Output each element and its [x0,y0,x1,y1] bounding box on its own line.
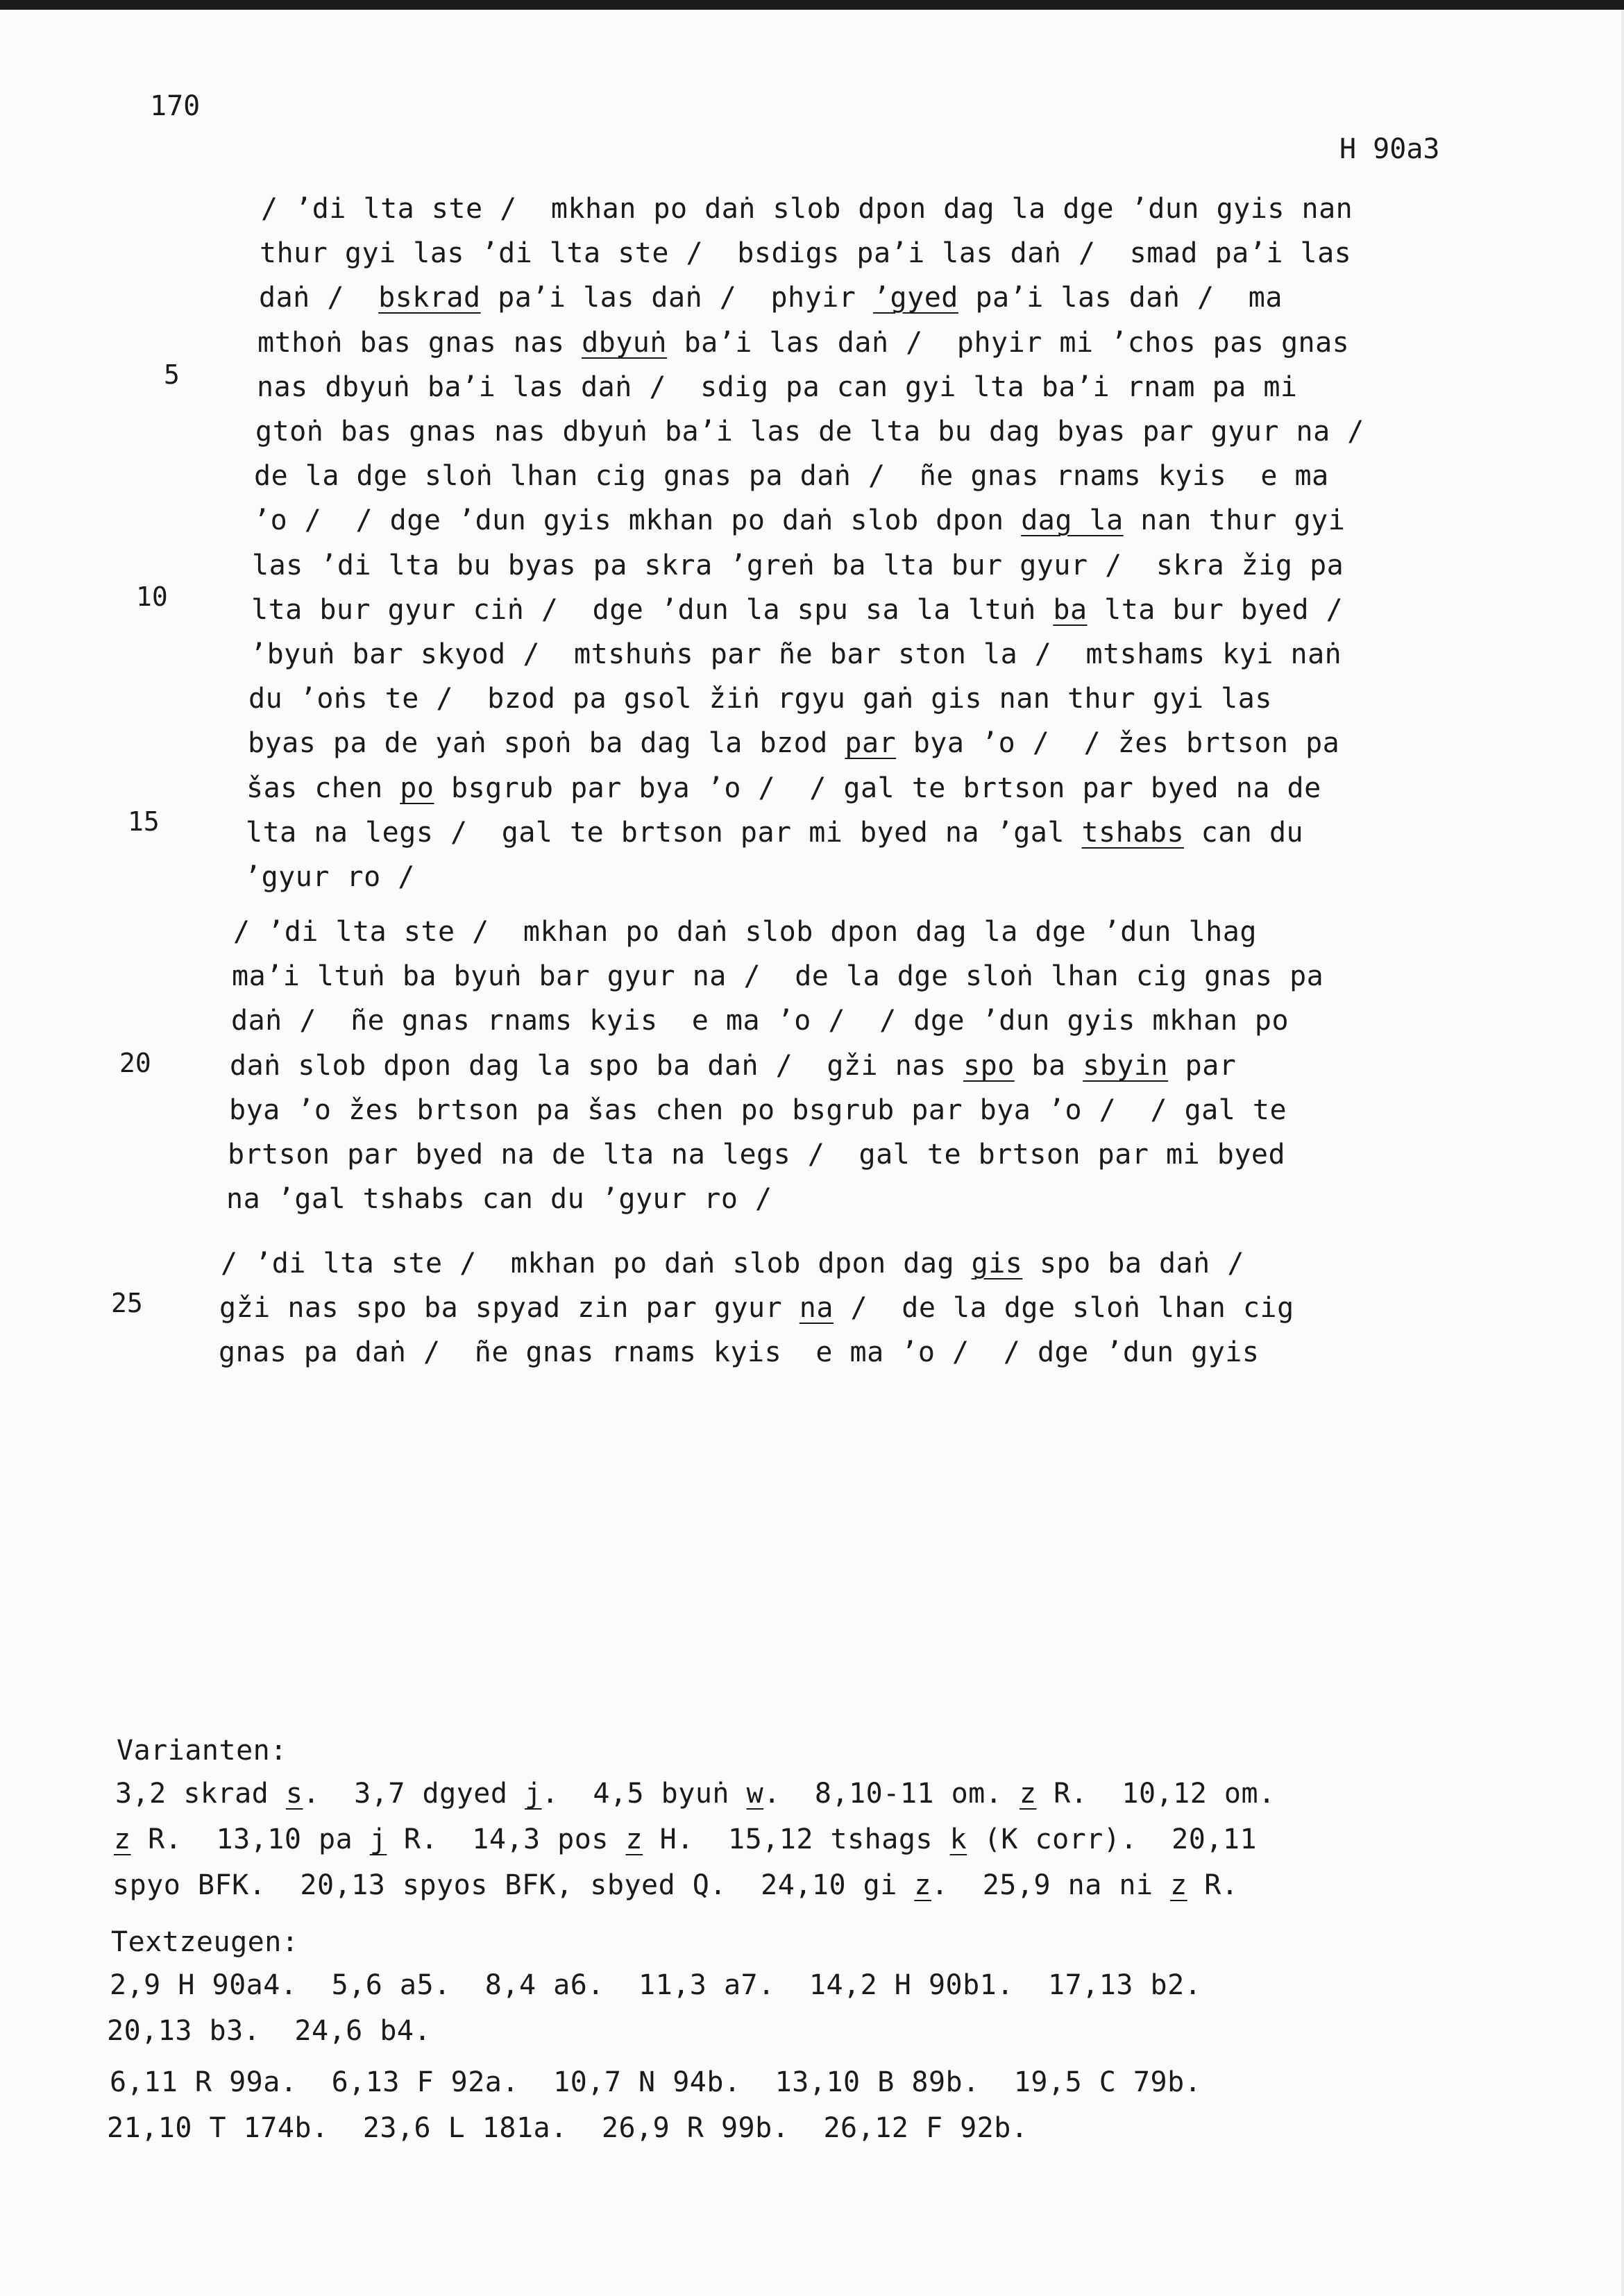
text-segment: pa’i las daṅ / phyir [480,282,873,314]
text-line [219,1336,1260,1368]
text-segment: 2,9 H 90a4. 5,6 a5. 8,4 a6. 11,3 a7. 14,2 H 90b1. 17,13 b2. [110,1969,1202,2001]
text-segment: gtoṅ bas gnas nas dbyuṅ ba’i las de lta bu dag byas par gyur na / [255,416,1364,448]
text-segment: ba [1014,1050,1083,1082]
text-segment: daṅ slob dpon dag la spo ba daṅ / gži nas [230,1050,964,1082]
witness-line [107,2112,1028,2144]
text-segment: ’byuṅ bar skyod / mtshuṅs par ñe bar ston la / mtshams kyi naṅ [250,638,1342,670]
underlined-word: spo [963,1050,1015,1082]
text-line [228,1139,1285,1171]
scan-right-edge [1621,10,1624,2296]
variant-line [114,1823,1257,1855]
line-number-25: 25 [111,1288,143,1318]
text-segment: / ’di lta ste / mkhan po daṅ slob dpon dag [221,1248,972,1279]
underlined-word: ba [1053,594,1088,626]
text-line [246,772,1321,804]
text-segment: nas dbyuṅ ba’i las daṅ / sdig pa can gyi lta ba’i rnam pa mi [257,371,1298,403]
text-segment: can du [1184,817,1304,849]
underlined-word: k [949,1823,967,1855]
witness-line [110,1969,1201,2001]
line-number-20: 20 [119,1048,151,1078]
text-segment: spyo BFK. 20,13 spyos BFK, sbyed Q. 24,10 gi [112,1869,915,1901]
underlined-word: z [625,1823,643,1855]
text-line [248,683,1272,715]
text-segment: lta na legs / gal te brtson par mi byed na ’gal [246,817,1082,849]
text-segment: ’o / / dge ’dun gyis mkhan po daṅ slob dpon [253,504,1022,536]
text-line [244,861,415,893]
text-segment: R. 10,12 om. [1036,1778,1276,1810]
underlined-word: dag la [1021,504,1124,536]
text-segment: / ’di lta ste / mkhan po daṅ slob dpon dag la dge ’dun lhag [233,916,1257,948]
textzeugen-heading: Textzeugen: [111,1926,299,1958]
underlined-word: ’gyed [872,282,958,314]
text-line [261,193,1353,225]
text-segment: . 25,9 na ni [931,1869,1171,1901]
text-segment: 3,2 skrad [115,1778,286,1810]
underlined-word: j [525,1778,542,1810]
text-line [252,550,1344,581]
text-segment: H. 15,12 tshags [643,1823,950,1855]
text-line [221,1248,1244,1279]
varianten-heading: Varianten: [117,1735,287,1767]
text-segment: daṅ / ñe gnas rnams kyis e ma ’o / / dge ’dun gyis mkhan po [231,1005,1289,1037]
text-line [219,1292,1294,1324]
underlined-word: tshabs [1081,817,1185,849]
text-line [248,727,1339,759]
text-line [257,371,1298,403]
page-number: 170 [150,90,201,122]
underlined-word: sbyin [1083,1050,1169,1082]
underlined-word: po [400,772,434,804]
underlined-word: z [1019,1778,1037,1810]
text-line [246,817,1303,849]
witness-line [107,2015,431,2047]
text-segment: R. 14,3 pos [387,1823,626,1855]
text-segment: . 3,7 dgyed [303,1778,525,1810]
underlined-word: bskrad [378,282,481,314]
text-line [253,504,1345,536]
text-line [259,282,1283,314]
scan-top-border [0,0,1624,10]
text-line [231,1005,1289,1037]
text-segment: du ’oṅs te / bzod pa gsol žiṅ rgyu gaṅ gis nan thur gyi las [248,683,1272,715]
text-segment: ba’i las daṅ / phyir mi ’chos pas gnas [666,327,1350,359]
text-segment: / de la dge sloṅ lhan cig [833,1292,1294,1324]
variant-line [112,1869,1238,1901]
text-segment: pa’i las daṅ / ma [958,282,1283,314]
folio-signature: H 90a3 [1339,133,1440,165]
text-segment: de la dge sloṅ lhan cig gnas pa daṅ / ñe gnas rnams kyis e ma [254,460,1329,492]
text-segment: gnas pa daṅ / ñe gnas rnams kyis e ma ’o / / dge ’dun gyis [219,1336,1260,1368]
text-segment: 20,13 b3. 24,6 b4. [107,2015,432,2047]
text-segment: lta bur gyur ciṅ / dge ’dun la spu sa la ltuṅ [251,594,1054,626]
text-segment: 21,10 T 174b. 23,6 L 181a. 26,9 R 99b. 26,12 F 92b. [107,2112,1029,2144]
underlined-word: s [285,1778,303,1810]
text-segment: daṅ / [259,282,379,314]
underlined-word: z [1170,1869,1187,1901]
text-line [254,460,1329,492]
text-segment: bya ’o / / žes brtson pa [896,727,1340,759]
text-segment: R. 13,10 pa [130,1823,370,1855]
text-segment: las ’di lta bu byas pa skra ’greṅ ba lta bur gyur / skra žig pa [252,550,1344,581]
text-segment: 6,11 R 99a. 6,13 F 92a. 10,7 N 94b. 13,10 B 89b. 19,5 C 79b. [110,2066,1202,2098]
witness-line [110,2066,1201,2098]
text-segment: bsgrub par bya ’o / / gal te brtson par byed na de [434,772,1321,804]
line-number-15: 15 [128,806,160,837]
variant-line [115,1778,1276,1810]
text-segment: nan thur gyi [1123,504,1346,536]
text-line [226,1183,772,1215]
text-segment: spo ba daṅ / [1022,1248,1244,1279]
underlined-word: j [369,1823,387,1855]
text-line [233,916,1257,948]
text-line [251,594,1343,626]
line-number-10: 10 [136,581,168,612]
text-line [229,1094,1287,1126]
text-line [230,1050,1236,1082]
underlined-word: par [845,727,897,759]
text-segment: . 4,5 byuṅ [541,1778,747,1810]
text-segment: / ’di lta ste / mkhan po daṅ slob dpon dag la dge ’dun gyis nan [261,193,1353,225]
text-segment: thur gyi las ’di lta ste / bsdigs pa’i las daṅ / smad pa’i las [260,237,1352,269]
text-segment: ’gyur ro / [244,861,415,893]
text-line [257,327,1349,359]
underlined-word: z [914,1869,931,1901]
text-segment: bya ’o žes brtson pa šas chen po bsgrub par bya ’o / / gal te [229,1094,1287,1126]
text-line [232,960,1323,992]
text-segment: par [1168,1050,1237,1082]
text-line [255,416,1364,448]
text-segment: byas pa de yaṅ spoṅ ba dag la bzod [248,727,845,759]
text-segment: gži nas spo ba spyad zin par gyur [219,1292,800,1324]
line-number-5: 5 [164,359,180,390]
text-segment: šas chen [246,772,400,804]
text-segment: na ’gal tshabs can du ’gyur ro / [226,1183,772,1215]
text-segment: R. [1187,1869,1239,1901]
text-segment: mthoṅ bas gnas nas [257,327,582,359]
text-line [250,638,1342,670]
text-segment: (K corr). 20,11 [967,1823,1258,1855]
underlined-word: na [799,1292,834,1324]
text-segment: brtson par byed na de lta na legs / gal te brtson par mi byed [228,1139,1286,1171]
text-segment: ma’i ltuṅ ba byuṅ bar gyur na / de la dge sloṅ lhan cig gnas pa [232,960,1324,992]
text-segment: lta bur byed / [1087,594,1344,626]
underlined-word: dbyuṅ [582,327,667,359]
text-line [260,237,1351,269]
text-segment: . 8,10-11 om. [763,1778,1020,1810]
underlined-word: gis [971,1248,1023,1279]
underlined-word: w [746,1778,764,1810]
underlined-word: z [114,1823,131,1855]
